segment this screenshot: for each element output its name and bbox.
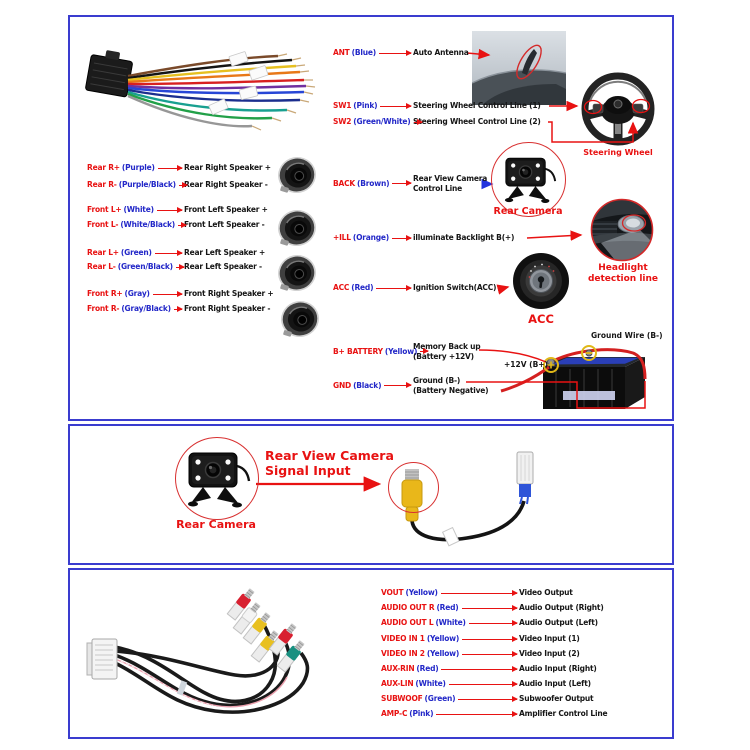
arrow-icon xyxy=(462,608,517,609)
wire-row xyxy=(381,664,597,674)
arrow-icon xyxy=(462,654,517,655)
arrow-icon xyxy=(376,288,411,289)
wire-row xyxy=(333,342,480,361)
wire-label: AUX-LIN xyxy=(381,679,414,688)
wire-color: (Black) xyxy=(353,380,382,390)
wire-label: AUDIO OUT R xyxy=(381,603,435,612)
arrow-icon xyxy=(157,210,182,211)
iso-harness-image xyxy=(82,26,327,138)
wire-desc: Steering Wheel Control Line (2) xyxy=(413,117,541,126)
wire-desc-line2: (Battery +12V) xyxy=(413,351,474,361)
wire-label: SW1 xyxy=(333,101,352,110)
wire-label: Front R- xyxy=(87,304,120,313)
wire-row xyxy=(333,376,488,395)
wire-row xyxy=(87,262,262,272)
arrow-icon xyxy=(178,225,186,226)
arrow-icon xyxy=(441,593,517,594)
wire-color: (Yellow) xyxy=(384,346,418,356)
wire-desc: illuminate Backlight B(+) xyxy=(413,233,515,242)
wire-color: (Gray/Black) xyxy=(121,304,171,313)
wire-color: (Yellow) xyxy=(405,588,438,597)
wire-row xyxy=(333,174,487,193)
wire-label: Rear R+ xyxy=(87,163,120,172)
wire-label: Rear L- xyxy=(87,262,116,271)
wire-color: (Pink) xyxy=(353,101,378,110)
arrow-icon xyxy=(158,168,182,169)
wire-color: (Purple) xyxy=(121,163,155,172)
wire-desc: Rear View Camera xyxy=(413,174,488,183)
wire-row xyxy=(87,289,273,299)
headlight-caption-line1: Headlight xyxy=(598,263,648,273)
wire-label: Front L+ xyxy=(87,205,122,214)
wire-row xyxy=(381,679,591,689)
wire-color: (White) xyxy=(435,618,466,627)
wire-color: (Brown) xyxy=(357,178,390,188)
speaker-icon xyxy=(276,250,318,296)
wire-row xyxy=(87,163,271,173)
wire-label: ANT xyxy=(333,48,350,57)
wire-desc-line2: Control Line xyxy=(413,183,462,193)
wire-color: (Green) xyxy=(424,694,456,703)
title-line1: Rear View Camera xyxy=(265,448,394,463)
wire-desc: Rear Right Speaker + xyxy=(184,163,271,172)
wire-color: (White) xyxy=(415,679,446,688)
wire-desc: Rear Left Speaker - xyxy=(184,262,262,271)
wire-row xyxy=(381,634,580,644)
camera-signal-input-title xyxy=(265,449,394,478)
ignition-switch-image xyxy=(511,251,571,311)
rear-camera-image xyxy=(499,154,557,205)
wire-desc: Auto Antenna xyxy=(413,48,469,57)
wire-label: SUBWOOF xyxy=(381,694,423,703)
wire-desc: Front Right Speaker + xyxy=(184,289,274,298)
wire-desc: Front Left Speaker + xyxy=(184,205,268,214)
arrow-icon xyxy=(469,623,517,624)
camera-input-panel xyxy=(68,424,674,565)
wire-desc: Video Input (2) xyxy=(519,649,580,658)
wire-label: Front L- xyxy=(87,220,119,229)
wire-desc: Ground (B-) xyxy=(413,376,461,385)
antenna-image xyxy=(472,31,566,105)
wire-row xyxy=(87,248,265,258)
arrow-icon xyxy=(179,185,187,186)
wire-color: (Blue) xyxy=(351,48,376,57)
arrow-icon xyxy=(155,253,182,254)
wire-label: AUX-RIN xyxy=(381,664,415,673)
wire-row xyxy=(381,694,593,704)
wire-desc: Memory Back up xyxy=(413,342,481,351)
battery-plus-label: +12V (B+) xyxy=(504,360,548,369)
wire-row xyxy=(333,101,541,111)
wire-label: Rear R- xyxy=(87,180,117,189)
wire-color: (Green) xyxy=(120,248,152,257)
wire-color: (Purple/Black) xyxy=(118,180,176,189)
wire-color: (Yellow) xyxy=(426,649,460,658)
headlight-caption-line2: detection line xyxy=(587,273,659,284)
wire-color: (Red) xyxy=(436,603,459,612)
wire-row xyxy=(333,283,496,293)
arrow-icon xyxy=(436,714,517,715)
speaker-icon xyxy=(279,296,321,342)
wire-row xyxy=(333,48,469,58)
wire-label: VOUT xyxy=(381,588,404,597)
wire-label: AMP-C xyxy=(381,709,408,718)
wire-label: BACK xyxy=(333,178,356,188)
wire-row xyxy=(87,205,268,215)
headlight-caption xyxy=(583,263,663,284)
arrow-icon xyxy=(379,53,411,54)
arrow-icon xyxy=(441,669,517,670)
wire-desc: Front Left Speaker - xyxy=(184,220,265,229)
battery-ground-label: Ground Wire (B-) xyxy=(591,331,663,340)
wire-label: VIDEO IN 2 xyxy=(381,649,425,658)
arrow-icon xyxy=(392,183,411,184)
wire-label: GND xyxy=(333,380,352,390)
wire-desc: Video Output xyxy=(519,588,573,597)
rca-harness-image xyxy=(85,585,375,735)
arrow-icon xyxy=(380,106,411,107)
arrow-icon xyxy=(458,699,517,700)
arrow-icon xyxy=(176,267,184,268)
wire-desc: Video Input (1) xyxy=(519,634,580,643)
wire-color: (Green/Black) xyxy=(117,262,173,271)
wire-color: (Green/White) xyxy=(353,117,411,126)
wire-row xyxy=(381,709,607,719)
steering-wheel-caption: Steering Wheel xyxy=(583,148,653,157)
wire-desc: Audio Output (Left) xyxy=(519,618,598,627)
wire-row xyxy=(333,117,541,127)
wire-desc: Rear Left Speaker + xyxy=(184,248,266,257)
wire-label: B+ BATTERY xyxy=(333,346,383,356)
wire-color: (White/Black) xyxy=(120,220,175,229)
wire-desc: Steering Wheel Control Line (1) xyxy=(413,101,541,110)
wire-desc: Audio Output (Right) xyxy=(519,603,604,612)
wire-row xyxy=(87,304,270,314)
wire-desc: Rear Right Speaker - xyxy=(184,180,268,189)
arrow-icon xyxy=(414,122,422,123)
wire-row xyxy=(87,220,265,230)
speaker-icon xyxy=(276,152,318,198)
arrow-icon xyxy=(384,385,411,386)
wire-desc: Audio Input (Right) xyxy=(519,664,597,673)
wire-color: (Red) xyxy=(351,283,374,292)
arrow-icon xyxy=(420,351,428,352)
rear-camera-image xyxy=(181,448,251,510)
rear-camera-caption: Rear Camera xyxy=(493,206,563,217)
wire-desc: Audio Input (Left) xyxy=(519,679,591,688)
arrow-icon xyxy=(174,309,182,310)
headlight-image xyxy=(589,197,655,263)
wire-color: (Pink) xyxy=(409,709,434,718)
wire-label: Rear L+ xyxy=(87,248,119,257)
wire-row xyxy=(333,233,514,243)
rca-plug-ring xyxy=(388,462,439,513)
wire-row xyxy=(381,588,573,598)
wire-color: (White) xyxy=(123,205,154,214)
wire-desc: Subwoofer Output xyxy=(519,694,594,703)
wire-desc-line2: (Battery Negative) xyxy=(413,385,489,395)
arrow-icon xyxy=(153,294,182,295)
wire-color: (Gray) xyxy=(124,289,150,298)
wire-desc: Amplifier Control Line xyxy=(519,709,608,718)
wire-label: Front R+ xyxy=(87,289,123,298)
wire-label: +ILL xyxy=(333,233,351,242)
acc-caption: ACC xyxy=(528,312,554,326)
speaker-icon xyxy=(276,205,318,251)
wire-desc: Ignition Switch(ACC) xyxy=(413,283,497,292)
wire-label: SW2 xyxy=(333,117,352,126)
wire-label: AUDIO OUT L xyxy=(381,618,434,627)
title-line2: Signal Input xyxy=(265,462,351,478)
steering-wheel-image xyxy=(580,71,656,147)
arrow-icon xyxy=(392,238,411,239)
rear-camera-caption: Rear Camera xyxy=(176,518,256,531)
arrow-icon xyxy=(449,684,517,685)
wire-desc: Front Right Speaker - xyxy=(184,304,271,313)
wire-row xyxy=(381,603,604,613)
wire-color: (Yellow) xyxy=(426,634,460,643)
wire-label: VIDEO IN 1 xyxy=(381,634,425,643)
wire-label: ACC xyxy=(333,283,350,292)
wire-color: (Red) xyxy=(416,664,439,673)
wire-row xyxy=(381,618,598,628)
wire-color: (Orange) xyxy=(352,233,390,242)
arrow-icon xyxy=(462,639,517,640)
wire-row xyxy=(87,180,268,190)
wire-row xyxy=(381,649,580,659)
